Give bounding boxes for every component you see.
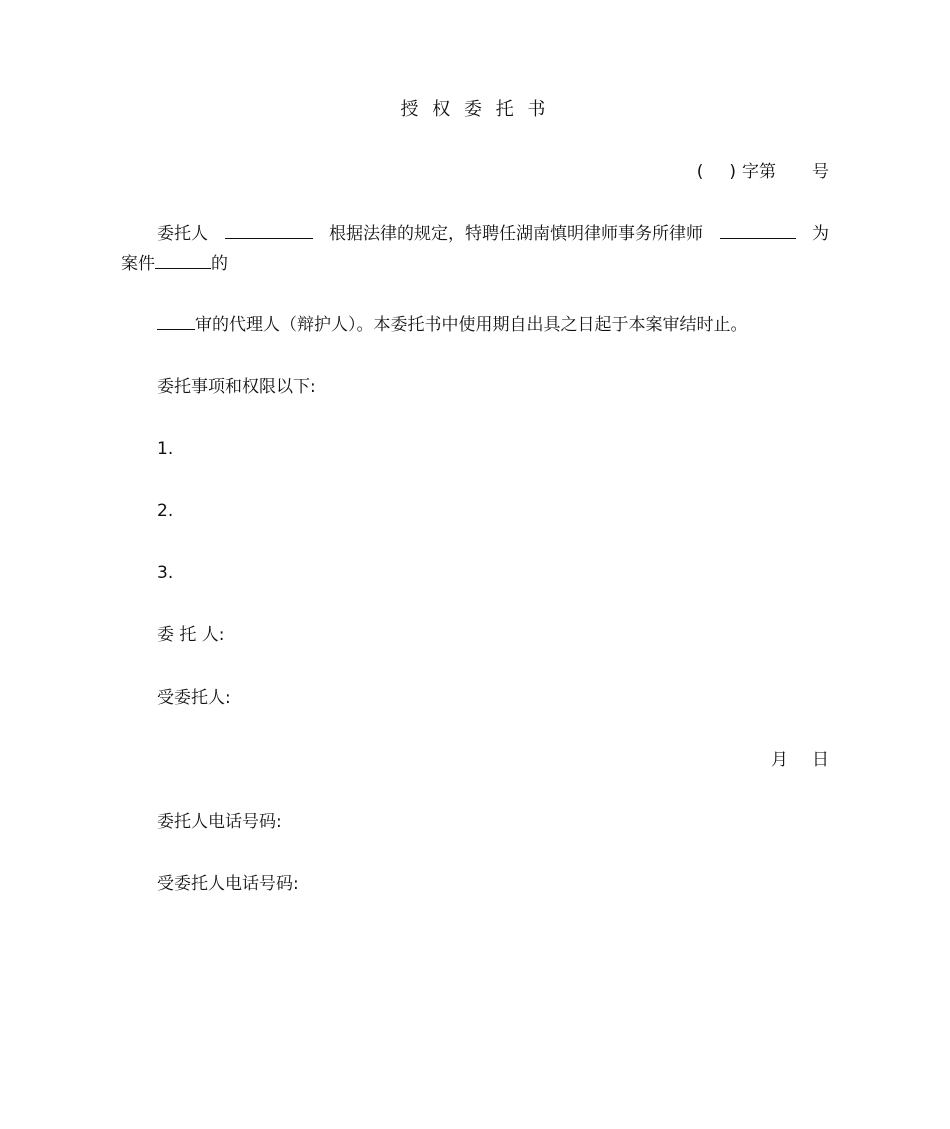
ref-zi-di: 字第 [742, 162, 776, 182]
agent-signature-label: 受委托人: [157, 688, 231, 708]
lawyer-name-blank [720, 222, 796, 239]
matters-heading: 委托事项和权限以下: [157, 377, 316, 397]
list-item: 3. [157, 563, 174, 583]
instance-blank [157, 313, 195, 330]
ref-open-paren: ( [696, 162, 704, 182]
principal-name-blank [225, 222, 313, 239]
para1-case: 案件 [121, 254, 155, 274]
principal-phone-label: 委托人电话号码: [157, 812, 282, 832]
case-name-blank [155, 252, 211, 269]
para1-wei: 为 [812, 224, 829, 244]
principal-signature-label: 委 托 人: [157, 625, 225, 645]
para2-text: 审的代理人（辩护人）。本委托书中使用期自出具之日起于本案审结时止。 [195, 315, 748, 335]
paragraph-appointment-cont [121, 252, 228, 276]
ref-hao: 号 [812, 162, 829, 182]
agent-phone-label: 受委托人电话号码: [157, 874, 299, 894]
paragraph-term [157, 313, 748, 337]
date-day: 日 [812, 750, 829, 770]
date-month: 月 [771, 750, 788, 770]
paragraph-appointment [157, 222, 829, 246]
document-title: 授 权 委 托 书 [400, 99, 550, 120]
list-item: 1. [157, 439, 174, 459]
date-line [771, 748, 829, 772]
para1-principal: 委托人 [157, 224, 208, 244]
para1-de: 的 [211, 254, 228, 274]
list-item: 2. [157, 501, 174, 521]
para1-law-text: 根据法律的规定，特聘任湖南慎明律师事务所律师 [329, 224, 703, 244]
reference-number [697, 160, 829, 184]
ref-close-paren: ) [729, 162, 736, 182]
